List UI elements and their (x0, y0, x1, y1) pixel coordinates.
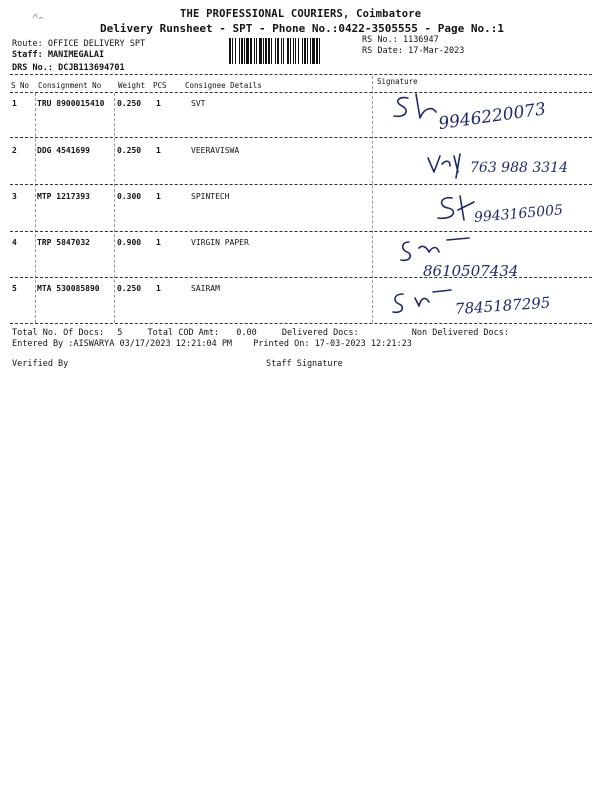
verified-by-label: Verified By (12, 359, 69, 369)
total-cod-value: 0.00 (236, 328, 257, 338)
total-docs-label: Total No. Of Docs: (12, 328, 105, 338)
row-5-weight: 0.250 (117, 284, 142, 293)
row-5-sno: 5 (12, 284, 17, 293)
drs-label: DRS No.: (12, 63, 53, 73)
col-header-consignee: Consignee Details (185, 81, 262, 90)
column-guide (35, 93, 36, 323)
rs-no-label: RS No.: (362, 35, 398, 45)
row-3-signature (430, 188, 590, 232)
row-2-rule (10, 184, 592, 185)
row-3-signature-phone: 9943165005 (473, 202, 564, 226)
row-2-weight: 0.250 (117, 146, 142, 155)
rs-date-value: 17-Mar-2023 (408, 46, 465, 56)
row-2-consignee: VEERAVISWA (191, 146, 240, 155)
rs-no-value: 1136947 (402, 35, 439, 45)
row-5-signature-phone: 7845187295 (454, 293, 551, 319)
entered-by: Entered By :AISWARYA 03/17/2023 12:21:04 PM (12, 339, 233, 349)
row-1-sno: 1 (12, 99, 17, 108)
row-2-pcs: 1 (156, 146, 161, 155)
totals-line (12, 328, 509, 338)
row-4-rule (10, 277, 592, 278)
row-2-consignment: DDG 4541699 (37, 146, 90, 155)
col-header-weight: Weight (118, 81, 146, 90)
staff-signature-label: Staff Signature (266, 359, 343, 369)
scribble-mark (32, 12, 46, 22)
entered-printed-line (12, 339, 412, 349)
row-3-weight: 0.300 (117, 192, 142, 201)
row-3-pcs: 1 (156, 192, 161, 201)
rs-date-label: RS Date: (362, 46, 403, 56)
document-title: Delivery Runsheet - SPT - Phone No.:0422-3505555 - Page No.:1 (100, 22, 504, 35)
col-header-sno: S No (11, 81, 30, 90)
row-3-consignee: SPINTECH (191, 192, 230, 201)
row-1-signature-phone: 9946220073 (437, 99, 548, 134)
row-3-sno: 3 (12, 192, 17, 201)
row-1-consignee: SVT (191, 99, 206, 108)
row-4-sno: 4 (12, 238, 17, 247)
barcode (229, 38, 352, 64)
row-3-rule (10, 231, 592, 232)
staff-label: Staff: (12, 50, 43, 60)
rs-no-line (362, 35, 439, 45)
total-cod-label: Total COD Amt: (147, 328, 220, 338)
row-4-signature (395, 234, 585, 280)
row-1-weight: 0.250 (117, 99, 142, 108)
staff-line (12, 50, 104, 60)
total-docs-value: 5 (117, 328, 123, 338)
col-header-pcs: PCS (153, 81, 167, 90)
column-guide (372, 76, 373, 323)
printed-on: Printed On: 17-03-2023 12:21:23 (253, 339, 412, 349)
row-4-consignment: TRP 5847032 (37, 238, 90, 247)
row-1-consignment: TRU 8900015410 (37, 99, 105, 108)
row-4-weight: 0.900 (117, 238, 142, 247)
row-4-pcs: 1 (156, 238, 161, 247)
row-4-signature-phone: 8610507434 (423, 262, 519, 280)
route-value: OFFICE DELIVERY SPT (47, 39, 146, 49)
company-name: THE PROFESSIONAL COURIERS, Coimbatore (180, 8, 422, 20)
table-top-rule (10, 74, 592, 75)
non-delivered-docs-label: Non Delivered Docs: (411, 328, 510, 338)
row-4-consignee: VIRGIN PAPER (191, 238, 249, 247)
row-2-signature (420, 142, 590, 182)
row-1-rule (10, 137, 592, 138)
delivered-docs-label: Delivered Docs: (281, 328, 359, 338)
row-2-signature-phone: 763 988 3314 (470, 160, 568, 176)
row-1-pcs: 1 (156, 99, 161, 108)
rs-date-line (362, 46, 464, 56)
col-header-consignment: Consignment No (38, 81, 102, 90)
row-5-consignee: SAIRAM (191, 284, 220, 293)
drs-value: DCJB113694701 (58, 63, 125, 73)
row-3-consignment: MTP 1217393 (37, 192, 90, 201)
row-1-signature (380, 88, 580, 134)
drs-line (12, 63, 125, 73)
row-5-pcs: 1 (156, 284, 161, 293)
route-line (12, 39, 145, 49)
route-label: Route: (12, 39, 43, 49)
row-2-sno: 2 (12, 146, 17, 155)
row-5-consignment: MTA 530085890 (37, 284, 100, 293)
table-bottom-rule (10, 323, 592, 324)
col-header-signature: Signature (377, 77, 418, 86)
staff-value: MANIMEGALAI (47, 50, 105, 60)
column-guide (114, 93, 115, 323)
row-5-signature (385, 280, 595, 326)
